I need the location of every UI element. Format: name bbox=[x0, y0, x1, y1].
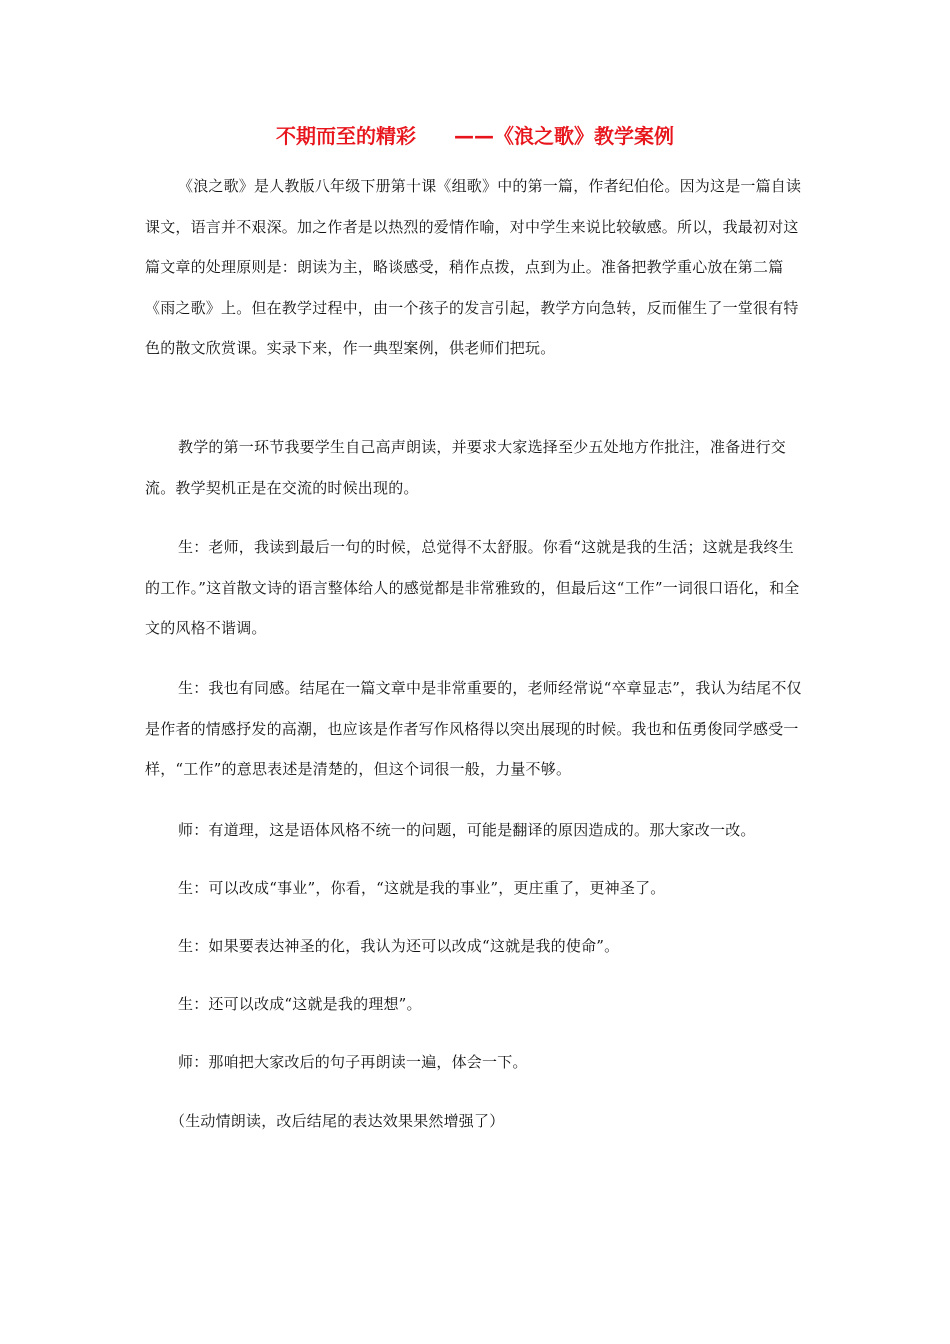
paragraph-student-2: 生：我也有同感。结尾在一篇文章中是非常重要的，老师经常说“卒章显志”，我认为结尾不仅是作者的情感抒发的高潮，也应该是作者写作风格得以突出展现的时候。我也和伍勇俊同学感受一样，“工作”的意思表述是清楚的，但这个词很一般，力量不够。 bbox=[145, 679, 802, 778]
title-subtitle: ——《浪之歌》教学案例 bbox=[454, 124, 674, 148]
paragraph-teacher-1: 师：有道理，这是语体风格不统一的问题，可能是翻译的原因造成的。那大家改一改。 bbox=[178, 821, 756, 839]
title-main: 不期而至的精彩 bbox=[276, 124, 416, 148]
paragraph-student-1: 生：老师，我读到最后一句的时候，总觉得不太舒服。你看“这就是我的生活；这就是我终生的工作。”这首散文诗的语言整体给人的感觉都是非常雅致的，但最后这“工作”一词很口语化，和全文的风格不谐调。 bbox=[145, 538, 800, 637]
paragraph-intro: 《浪之歌》是人教版八年级下册第十课《组歌》中的第一篇，作者纪伯伦。因为这是一篇自读课文，语言并不艰深。加之作者是以热烈的爱情作喻，对中学生来说比较敏感。所以，我最初对这篇文章的处理原则是：朗读为主，略谈感受，稍作点拨，点到为止。准备把教学重心放在第二篇《雨之歌》上。但在教学过程中，由一个孩子的发言引起，教学方向急转，反而催生了一堂很有特色的散文欣赏课。实录下来，作一典型案例，供老师们把玩。 bbox=[145, 177, 802, 357]
paragraph-first-step: 教学的第一环节我要学生自己高声朗读，并要求大家选择至少五处地方作批注，准备进行交流。教学契机正是在交流的时候出现的。 bbox=[145, 438, 787, 497]
paragraph-stage-note: （生动情朗读，改后结尾的表达效果果然增强了） bbox=[170, 1112, 505, 1130]
paragraph-student-3: 生：可以改成“事业”，你看，“这就是我的事业”，更庄重了，更神圣了。 bbox=[178, 879, 666, 897]
paragraph-student-4: 生：如果要表达神圣的化，我认为还可以改成“这就是我的使命”。 bbox=[178, 937, 620, 955]
paragraph-student-5: 生：还可以改成“这就是我的理想”。 bbox=[178, 995, 422, 1013]
document-title bbox=[0, 122, 950, 150]
paragraph-teacher-2: 师：那咱把大家改后的句子再朗读一遍，体会一下。 bbox=[178, 1053, 528, 1071]
